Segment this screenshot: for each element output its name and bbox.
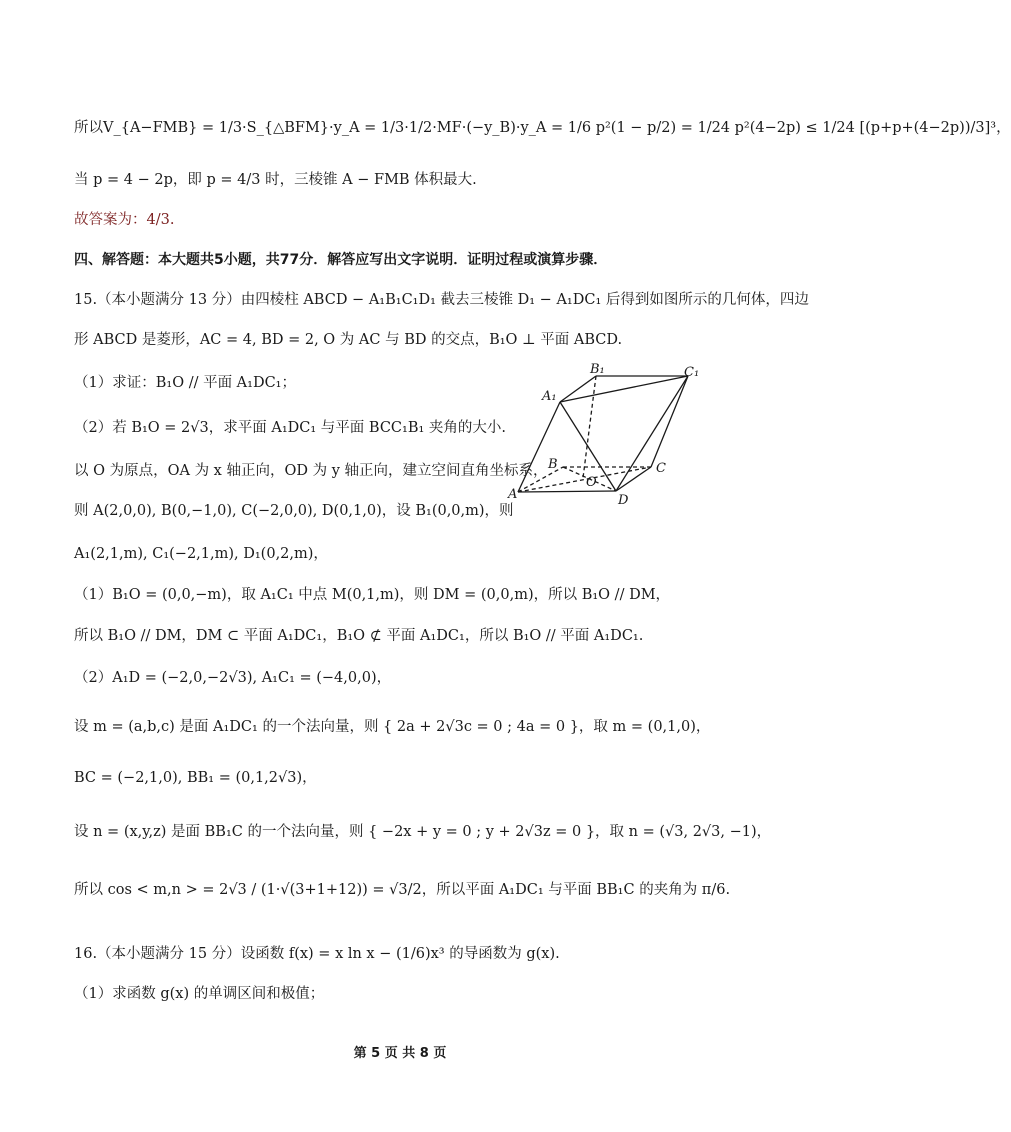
text-line: 16.（本小题满分 15 分）设函数 f(x) = x ln x − (1/6)x³ 的导函数为 g(x). <box>74 946 560 962</box>
label-B1: B₁ <box>590 362 605 377</box>
text-line: 设 m = (a,b,c) 是面 A₁DC₁ 的一个法向量，则 { 2a + 2√3c = 0 ; 4a = 0 }，取 m = (0,1,0)， <box>74 719 711 735</box>
text-line: 形 ABCD 是菱形，AC = 4, BD = 2, O 为 AC 与 BD 的交点，B₁O ⊥ 平面 ABCD. <box>74 332 623 348</box>
text-line: 所以 cos < m,n > = 2√3 / (1·√(3+1+12)) = √3/2，所以平面 A₁DC₁ 与平面 BB₁C 的夹角为 π/6. <box>74 882 731 898</box>
text-line: 15.（本小题满分 13 分）由四棱柱 ABCD − A₁B₁C₁D₁ 截去三棱锥 D₁ − A₁DC₁ 后得到如图所示的几何体，四边 <box>74 292 809 308</box>
label-A: A <box>508 487 518 502</box>
text-line: 当 p = 4 − 2p，即 p = 4/3 时，三棱锥 A − FMB 体积最大. <box>74 172 477 188</box>
label-O: O <box>586 475 597 490</box>
label-B: B <box>548 457 558 472</box>
geometry-figure <box>508 362 700 514</box>
text-line: （2）A₁D = (−2,0,−2√3), A₁C₁ = (−4,0,0)， <box>74 670 392 686</box>
text-line: 四、解答题：本大题共5小题，共77分．解答应写出文字说明．证明过程或演算步骤． <box>74 252 608 268</box>
text-line: 故答案为：4/3. <box>74 212 175 228</box>
text-line: （1）求函数 g(x) 的单调区间和极值； <box>74 986 325 1002</box>
text-line: BC = (−2,1,0), BB₁ = (0,1,2√3)， <box>74 770 317 786</box>
text-line: 则 A(2,0,0), B(0,−1,0), C(−2,0,0), D(0,1,0)，设 B₁(0,0,m)，则 <box>74 503 514 519</box>
text-line: 以 O 为原点，OA 为 x 轴正向，OD 为 y 轴正向，建立空间直角坐标系， <box>74 463 548 479</box>
text-line: （2）若 B₁O = 2√3，求平面 A₁DC₁ 与平面 BCC₁B₁ 夹角的大小. <box>74 420 507 436</box>
text-line: （1）B₁O = (0,0,−m)，取 A₁C₁ 中点 M(0,1,m)，则 DM = (0,0,m)，所以 B₁O // DM， <box>74 587 671 603</box>
label-C: C <box>656 461 666 476</box>
text-line: 所以 B₁O // DM，DM ⊂ 平面 A₁DC₁，B₁O ⊄ 平面 A₁DC₁，所以 B₁O // 平面 A₁DC₁. <box>74 628 644 644</box>
text-line: （1）求证：B₁O // 平面 A₁DC₁； <box>74 375 296 391</box>
label-C1: C₁ <box>684 365 700 380</box>
text-line: 设 n = (x,y,z) 是面 BB₁C 的一个法向量，则 { −2x + y = 0 ; y + 2√3z = 0 }，取 n = (√3, 2√3, −1)， <box>74 824 772 840</box>
page-footer: 第 5 页 共 8 页 <box>353 1046 447 1061</box>
text-line: 所以V_{A−FMB} = 1/3·S_{△BFM}·y_A = 1/3·1/2·MF·(−y_B)·y_A = 1/6 p²(1 − p/2) = 1/24 p²(4−2p) ≤ 1/24 [(p+p+(4−2p))/3]³， <box>74 120 1011 136</box>
label-D: D <box>618 493 629 508</box>
label-A1: A₁ <box>542 389 557 404</box>
text-line: A₁(2,1,m), C₁(−2,1,m), D₁(0,2,m)， <box>74 546 328 562</box>
